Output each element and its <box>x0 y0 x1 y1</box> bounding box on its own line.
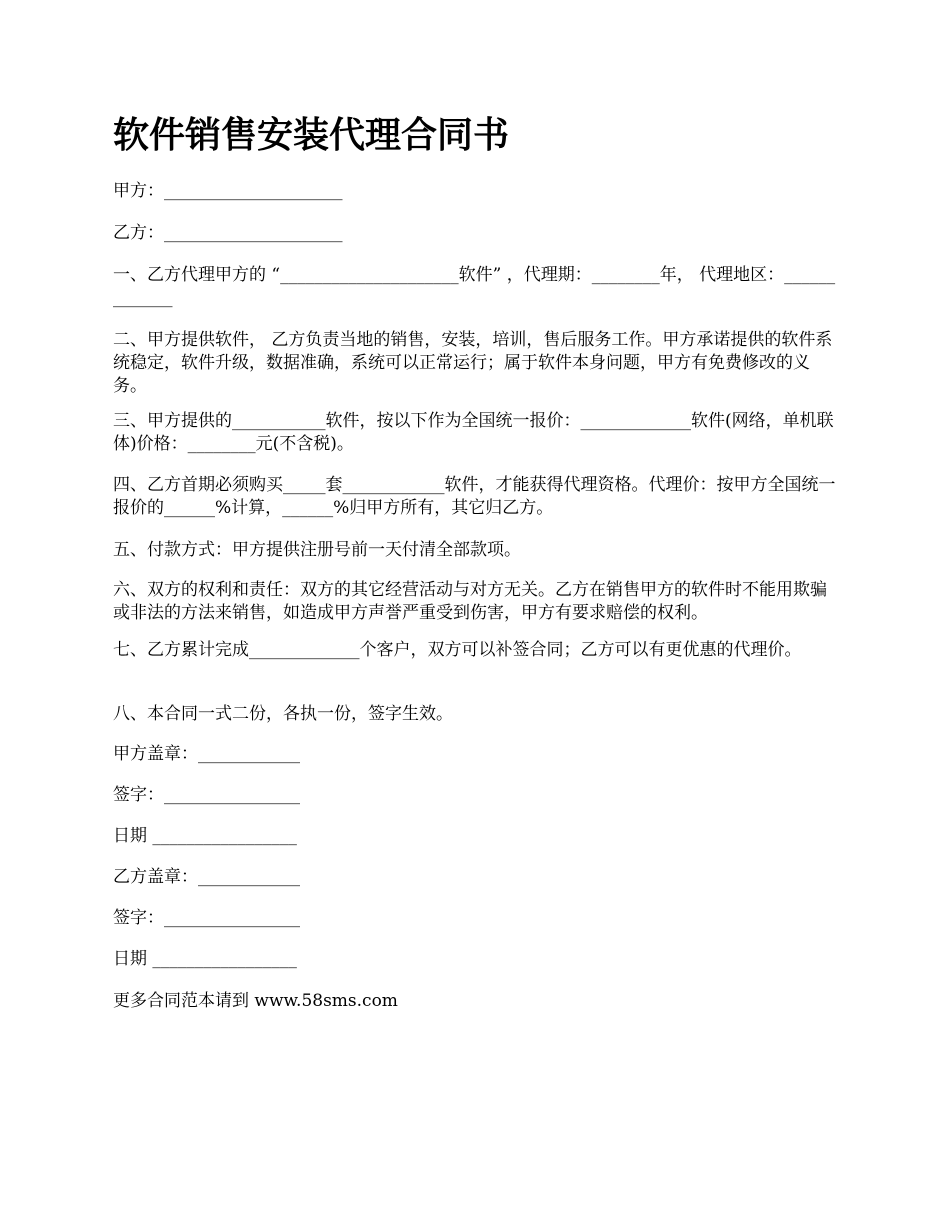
party-b-seal-line: 乙方盖章：____________ <box>113 867 300 887</box>
party-b-signature-line: 签字：________________ <box>113 908 300 928</box>
clause-6: 六、双方的权利和责任：双方的其它经营活动与对方无关。乙方在销售甲方的软件时不能用欺骗或非法的方法来销售，如造成甲方声誉严重受到伤害，甲方有要求赔偿的权利。 <box>113 580 827 623</box>
party-a-date-line: 日期 _________________ <box>113 826 297 846</box>
clause-4: 四、乙方首期必须购买_____套____________软件，才能获得代理资格。代理价：按甲方全国统一报价的______%计算，______%归甲方所有，其它归乙方。 <box>113 475 836 518</box>
clause-7: 七、乙方累计完成_____________个客户，双方可以补签合同；乙方可以有更优惠的代理价。 <box>113 640 802 660</box>
clause-1: 一、乙方代理甲方的 “_____________________软件” ，代理期：________年， 代理地区：_____________ <box>113 265 836 308</box>
document-title: 软件销售安装代理合同书 <box>113 114 510 156</box>
footer-note: 更多合同范本请到 www.58sms.com <box>113 991 398 1011</box>
clause-8: 八、本合同一式二份，各执一份，签字生效。 <box>113 704 453 724</box>
clause-5: 五、付款方式：甲方提供注册号前一天付清全部款项。 <box>113 540 521 560</box>
party-b-line: 乙方：_____________________ <box>113 223 343 243</box>
party-a-line: 甲方：_____________________ <box>113 181 343 201</box>
clause-2: 二、甲方提供软件， 乙方负责当地的销售，安装，培训，售后服务工作。甲方承诺提供的软件系统稳定，软件升级，数据准确，系统可以正常运行；属于软件本身问题，甲方有免费修改的义务。 <box>113 330 833 396</box>
clause-3: 三、甲方提供的___________软件，按以下作为全国统一报价：_____________软件(网络，单机联体)价格：________元(不含税)。 <box>113 411 834 454</box>
party-a-seal-line: 甲方盖章：____________ <box>113 744 300 764</box>
party-b-date-line: 日期 _________________ <box>113 949 297 969</box>
party-a-signature-line: 签字：________________ <box>113 785 300 805</box>
